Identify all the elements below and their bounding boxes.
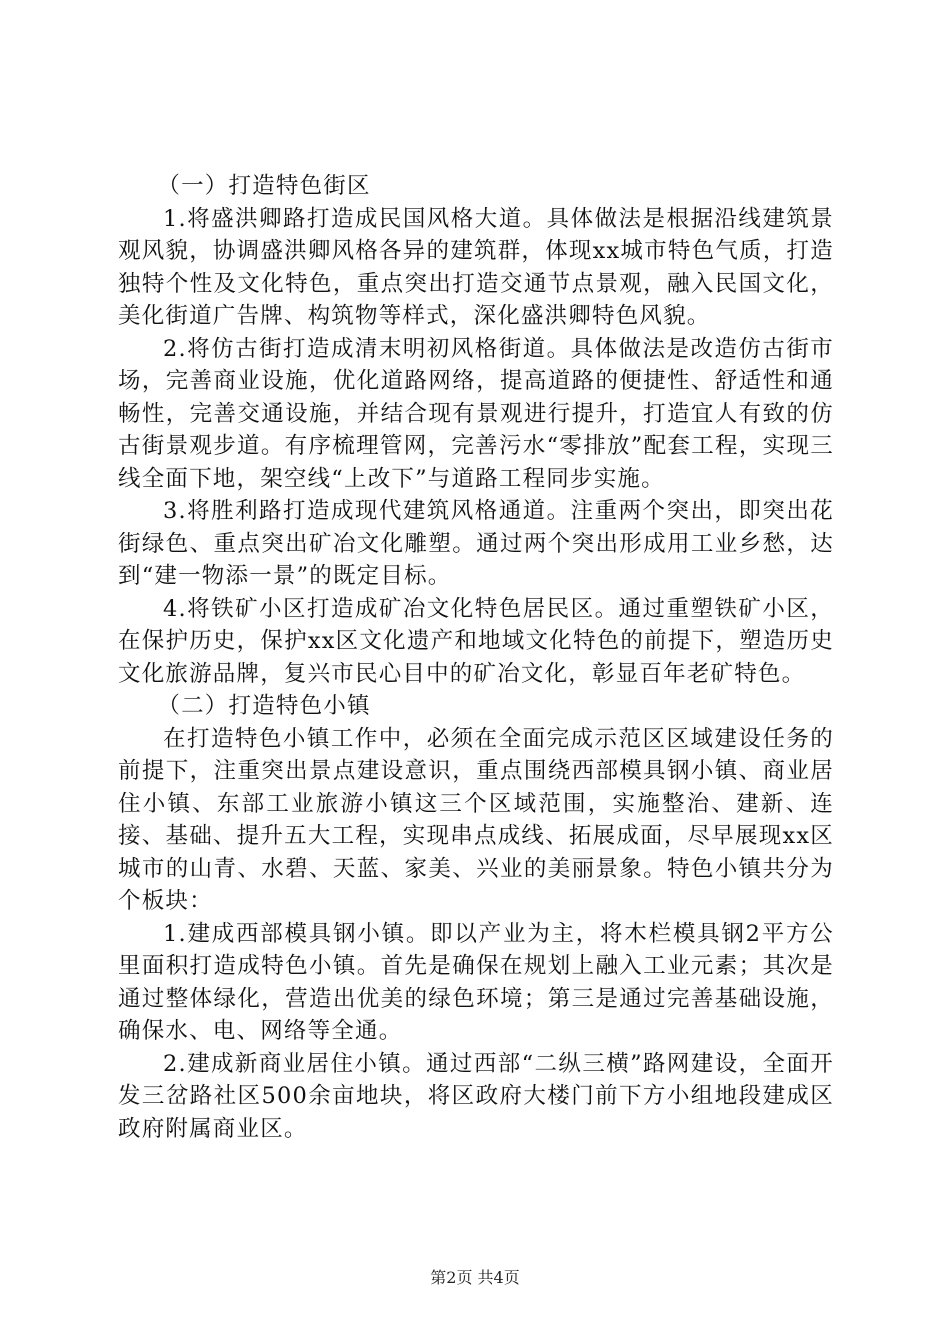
document-body (118, 170, 834, 1145)
body-paragraph: 在打造特色小镇工作中，必须在全面完成示范区区域建设任务的前提下，注重突出景点建设意识，重点围绕西部模具钢小镇、商业居住小镇、东部工业旅游小镇这三个区域范围，实施整治、建新、连接、基础、提升五大工程，实现串点成线、拓展成面，尽早展现xx区城市的山青、水碧、天蓝、家美、兴业的美丽景象。特色小镇共分为个板块： (118, 725, 834, 914)
page-number-footer: 第2页 共4页 (430, 1268, 520, 1287)
section-heading: （一）打造特色街区 (157, 173, 371, 199)
body-paragraph: 1.将盛洪卿路打造成民国风格大道。具体做法是根据沿线建筑景观风貌，协调盛洪卿风格各异的建筑群，体现xx城市特色气质，打造独特个性及文化特色，重点突出打造交通节点景观，融入民国文化，美化街道广告牌、构筑物等样式，深化盛洪卿特色风貌。 (118, 205, 834, 329)
body-paragraph: 3.将胜利路打造成现代建筑风格通道。注重两个突出，即突出花街绿色、重点突出矿冶文化雕塑。通过两个突出形成用工业乡愁，达到“建一物添一景”的既定目标。 (118, 498, 834, 589)
body-paragraph: 4.将铁矿小区打造成矿冶文化特色居民区。通过重塑铁矿小区，在保护历史，保护xx区文化遗产和地域文化特色的前提下，塑造历史文化旅游品牌，复兴市民心目中的矿冶文化，彰显百年老矿特色。 (118, 595, 834, 687)
section-heading: （二）打造特色小镇 (157, 693, 371, 719)
body-paragraph: 2.将仿古街打造成清末明初风格街道。具体做法是改造仿古街市场，完善商业设施，优化道路网络，提高道路的便捷性、舒适性和通畅性，完善交通设施，并结合现有景观进行提升，打造宜人有致的仿古街景观步道。有序梳理管网，完善污水“零排放”配套工程，实现三线全面下地，架空线“上改下”与道路工程同步实施。 (118, 335, 834, 492)
body-paragraph: 1.建成西部模具钢小镇。即以产业为主，将木栏模具钢2平方公里面积打造成特色小镇。首先是确保在规划上融入工业元素；其次是通过整体绿化，营造出优美的绿色环境；第三是通过完善基础设施，确保水、电、网络等全通。 (118, 920, 834, 1044)
body-paragraph: 2.建成新商业居住小镇。通过西部“二纵三横”路网建设，全面开发三岔路社区500余亩地块，将区政府大楼门前下方小组地段建成区政府附属商业区。 (118, 1050, 834, 1142)
